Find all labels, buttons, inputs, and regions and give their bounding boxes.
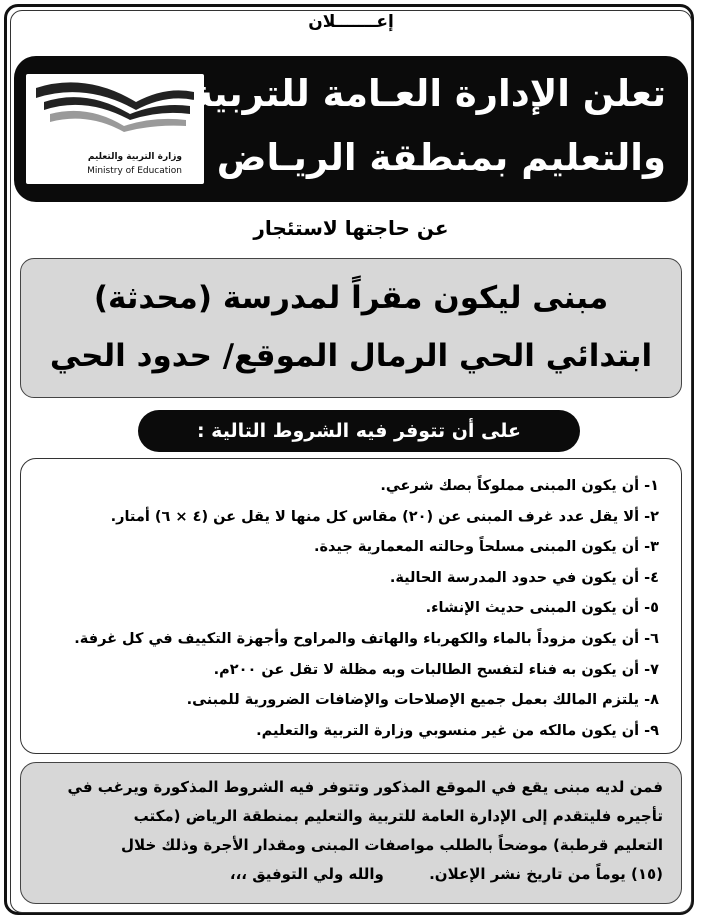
condition-item: ٤- أن يكون في حدود المدرسة الحالية.: [389, 569, 659, 586]
header-banner: [14, 56, 688, 202]
header-title-line-1: تعلن الإدارة العـامة للتربية: [191, 72, 666, 115]
closing-line-1: فمن لديه مبنى يقع في الموقع المذكور وتتوفر فيه الشروط المذكورة ويرغب في: [67, 778, 663, 796]
header-title: [191, 62, 666, 190]
subtitle: عن حاجتها لاستئجار: [253, 216, 449, 240]
condition-item: ٢- ألا يقل عدد غرف المبنى عن (٢٠) مقاس كل منها لا يقل عن (٤ × ٦) أمتار.: [110, 508, 659, 525]
conditions-box: [20, 458, 682, 754]
ministry-logo: [26, 74, 204, 184]
condition-item: ١- أن يكون المبنى مملوكاً بصك شرعي.: [380, 478, 659, 494]
conditions-heading: على أن تتوفر فيه الشروط التالية :: [138, 410, 580, 452]
announcement-label: إعـــــــلان: [308, 12, 394, 32]
condition-item: ٦- أن يكون مزوداً بالماء والكهرباء والهاتف والمراوح وأجهزة التكييف في كل غرفة.: [74, 630, 659, 647]
building-line-2: ابتدائي الحي الرمال الموقع/ حدود الحي: [49, 338, 653, 374]
condition-item: ٩- أن يكون مالكه من غير منسوبي وزارة التربية والتعليم.: [256, 722, 659, 739]
building-line-1: مبنى ليكون مقراً لمدرسة (محدثة): [93, 280, 609, 316]
closing-line-4: [21, 860, 681, 889]
closing-signoff: والله ولي التوفيق ،،،: [229, 865, 384, 883]
closing-line-2: تأجيره فليتقدم إلى الإدارة العامة للتربية والتعليم بمنطقة الرياض (مكتب: [133, 807, 663, 825]
condition-item: ٣- أن يكون المبنى مسلحاً وحالته المعمارية جيدة.: [313, 539, 659, 556]
closing-paragraph-box: [20, 762, 682, 904]
condition-item: ٧- أن يكون به فناء لتفسح الطالبات وبه مظلة لا تقل عن ٢٠٠م.: [213, 661, 659, 678]
header-title-line-2: والتعليم بمنطقة الريـاض: [216, 136, 666, 179]
condition-item: ٨- يلتزم المالك بعمل جميع الإصلاحات والإضافات الضرورية للمبنى.: [186, 692, 659, 709]
condition-item: ٥- أن يكون المبنى حديث الإنشاء.: [425, 600, 659, 617]
logo-english-name: Ministry of Education: [87, 166, 182, 176]
closing-line-4-text: (١٥) يوماً من تاريخ نشر الإعلان.: [429, 865, 663, 883]
logo-arabic-name: وزارة التربية والتعليم: [87, 152, 182, 162]
conditions-list: [39, 471, 659, 746]
closing-line-3: التعليم قرطبة) موضحاً بالطلب مواصفات المبنى ومقدار الأجرة وذلك خلال: [121, 836, 663, 854]
building-description-box: [20, 258, 682, 398]
